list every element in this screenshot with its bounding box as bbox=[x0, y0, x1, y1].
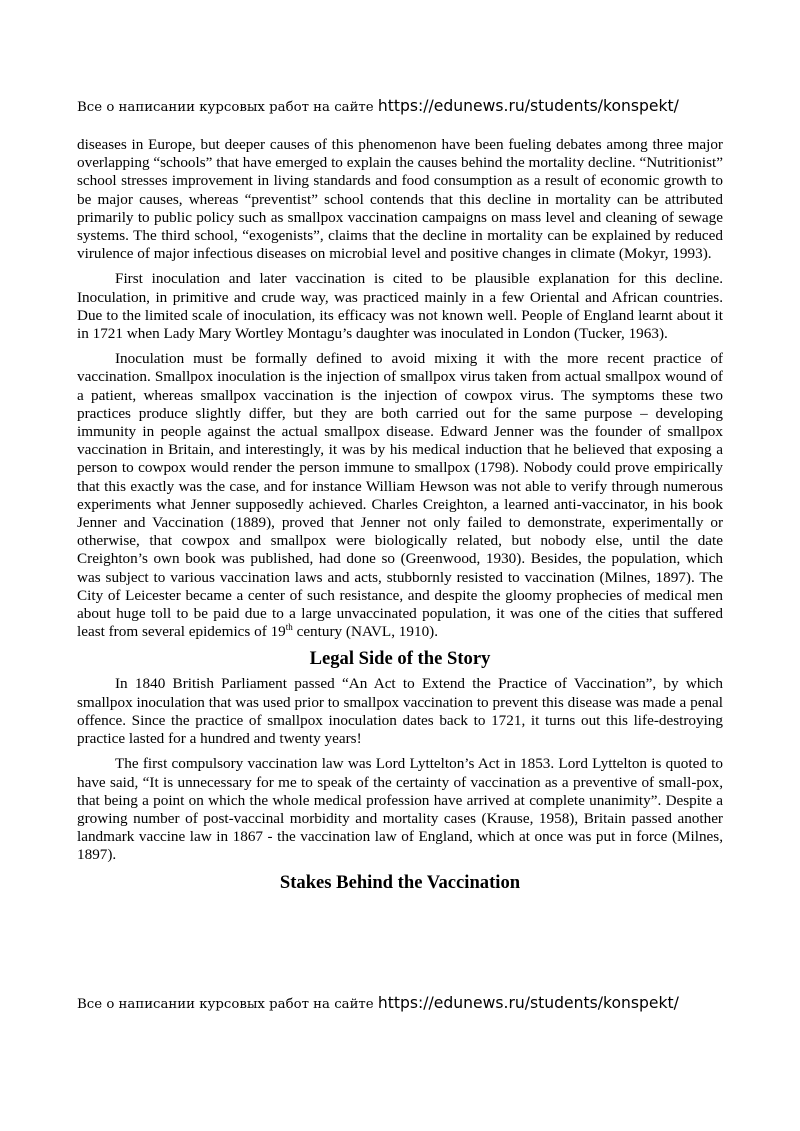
paragraph-2: First inoculation and later vaccination is cited to be plausible explanation for this decline. Inoculation, in primitive and crude way, was practiced mainly in a few Oriental and African countries. Due to the limited scale of inoculation, its efficacy was not known well. People of England learnt about it in 1721 when Lady Mary Wortley Montagu’s daughter was inoculated in London (Tucker, 1963). bbox=[77, 270, 723, 343]
paragraph-1: diseases in Europe, but deeper causes of this phenomenon have been fueling debates among three major overlapping “schools” that have emerged to explain the causes behind the mortality decline. “Nutritionist” school stresses improvement in living standards and food consumption as a result of economic growth to be major causes, whereas “preventist” school contends that this decline in mortality can be attributed primarily to public policy such as smallpox vaccination campaigns on mass level and cleaning of sewage systems. The third school, “exogenists”, claims that the decline in mortality can be explained by reduced virulence of major infectious diseases on microbial level and positive changes in climate (Mokyr, 1993). bbox=[77, 136, 723, 263]
superscript-th: th bbox=[285, 622, 293, 633]
footer-text: Все о написании курсовых работ на сайте bbox=[77, 997, 378, 1012]
header-link[interactable]: https://edunews.ru/students/konspekt/ bbox=[377, 97, 679, 115]
heading-legal-side: Legal Side of the Story bbox=[309, 648, 491, 670]
paragraph-3-text: Inoculation must be formally defined to avoid mixing it with the more recent practice of vaccination. Smallpox inoculation is the injection of smallpox virus taken from actual smallpox wound of a patient, whereas smallpox vaccination is the injection of cowpox virus. The symptoms these two practices produce slightly differ, but they are both carried out for the same purpose – developing immunity in people against the actual smallpox disease. Edward Jenner was the founder of smallpox vaccination in Britain, and interestingly, it was by his medical induction that he believed that exposing a person to cowpox would render the person immune to smallpox (1798). Nobody could prove empirically that this exactly was the case, and for instance William Hewson was not able to verify through numerous experiments what Jenner supposedly achieved. Charles Creighton, a learned anti-vaccinator, in his book Jenner and Vaccination (1889), proved that Jenner not only failed to demonstrate, experimentally or otherwise, that cowpox and smallpox were biologically related, but nobody else, until the date Creighton’s own book was published, had done so (Greenwood, 1930). Besides, the population, which was subject to various vaccination laws and acts, stubbornly resisted to vaccination (Milnes, 1897). The City of Leicester became a center of such resistance, and despite the gloomy prophecies of medical men about huge toll to be paid due to a large unvaccinated population, it was one of the cities that suffered least from several epidemics of 19 bbox=[77, 350, 723, 641]
paragraph-5: The first compulsory vaccination law was Lord Lyttelton’s Act in 1853. Lord Lyttelton is quoted to have said, “It is unnecessary for me to speak of the certainty of vaccination as a preventive of small-pox, that being a point on which the whole medical profession have arrived at complete unanimity”. Despite a growing number of post-vaccinal morbidity and mortality cases (Krause, 1958), Britain passed another landmark vaccine law in 1867 - the vaccination law of England, which at once was put in force (Milnes, 1897). bbox=[77, 755, 723, 864]
document-body bbox=[77, 136, 723, 899]
paragraph-3 bbox=[77, 350, 723, 641]
header-text: Все о написании курсовых работ на сайте bbox=[77, 100, 378, 115]
page-header bbox=[77, 97, 737, 115]
paragraph-4: In 1840 British Parliament passed “An Act to Extend the Practice of Vaccination”, by which smallpox inoculation that was used prior to smallpox vaccination to prevent this disease was made a penal offence. Since the practice of smallpox inoculation dates back to 1721, it turns out this life-destroying practice lasted for a hundred and twenty years! bbox=[77, 675, 723, 748]
paragraph-3-end: century (NAVL, 1910). bbox=[292, 623, 439, 641]
heading-stakes: Stakes Behind the Vaccination bbox=[279, 871, 521, 893]
page-footer bbox=[77, 994, 737, 1012]
footer-link[interactable]: https://edunews.ru/students/konspekt/ bbox=[377, 994, 679, 1012]
